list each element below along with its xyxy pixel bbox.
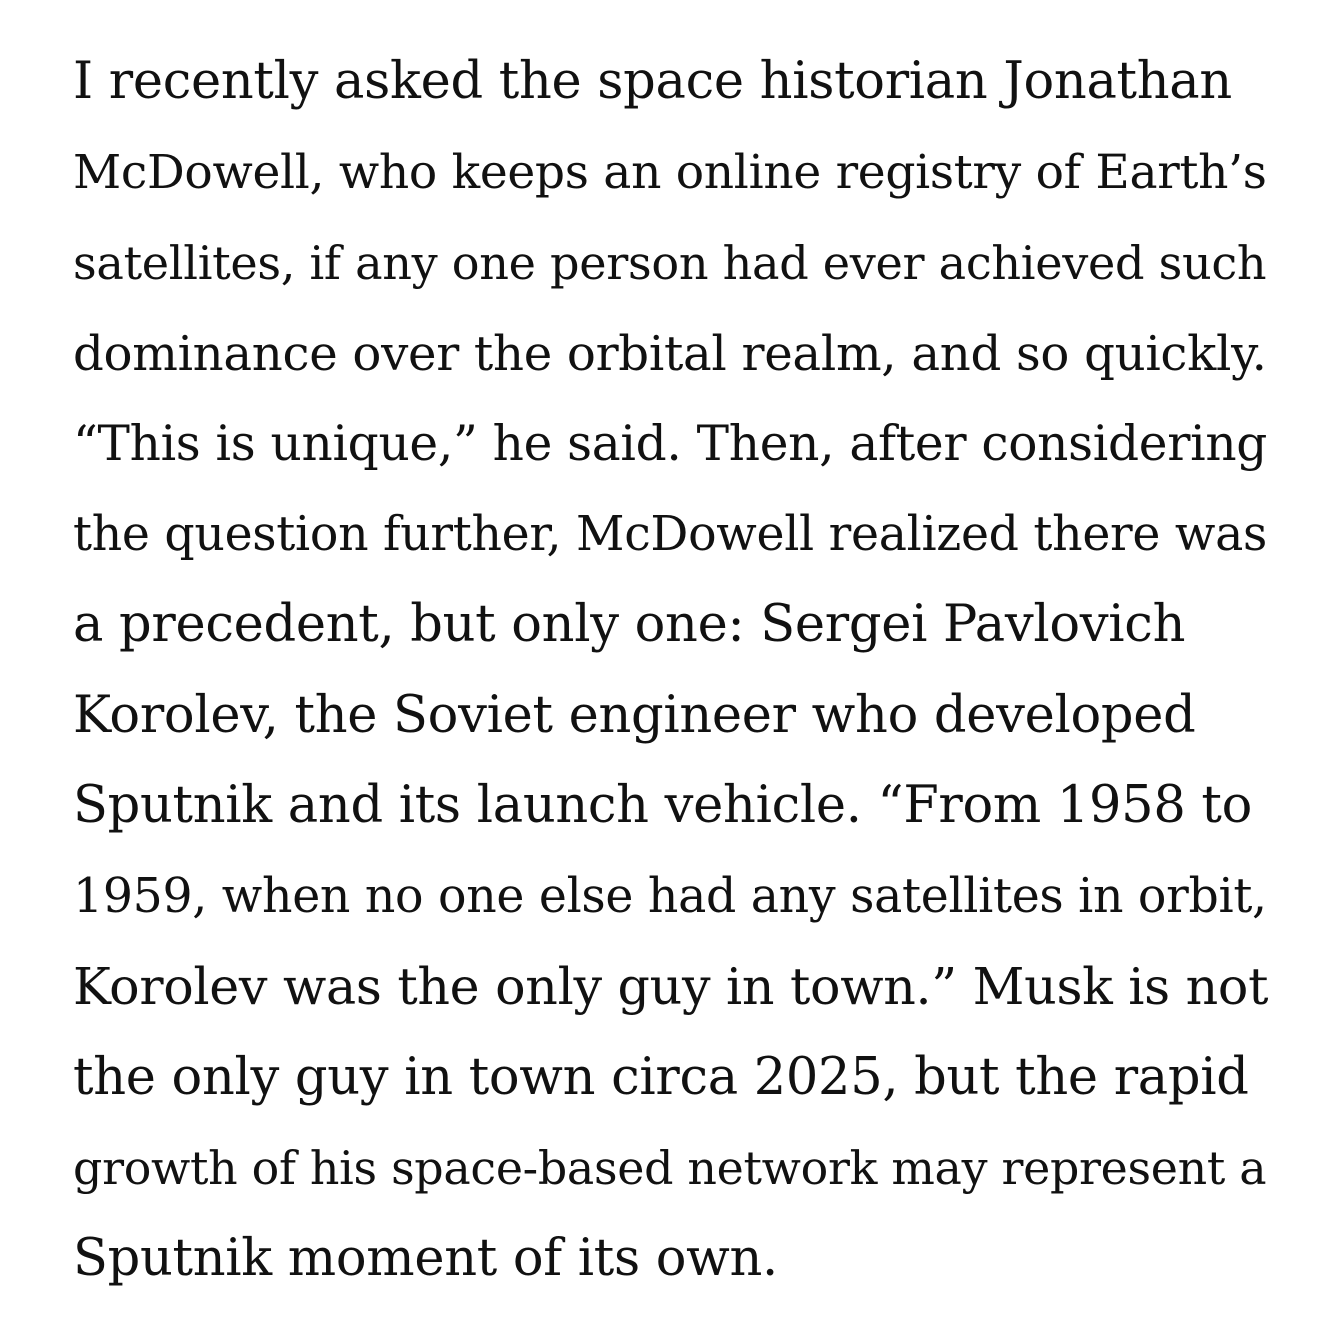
paragraph-line-7: a precedent, but only one: Sergei Pavlovich — [73, 595, 1186, 654]
paragraph-line-4: dominance over the orbital realm, and so quickly. — [73, 325, 1267, 382]
paragraph-line-10: 1959, when no one else had any satellites in orbit, — [73, 868, 1267, 924]
paragraph-line-5: “This is unique,” he said. Then, after considering — [73, 416, 1268, 472]
paragraph-line-3: satellites, if any one person had ever achieved such — [73, 236, 1267, 290]
article-paragraph — [73, 37, 1268, 1304]
paragraph-line-8: Korolev, the Soviet engineer who developed — [73, 685, 1196, 745]
article-body — [73, 37, 1268, 1304]
paragraph-line-14: Sputnik moment of its own. — [73, 1228, 778, 1288]
paragraph-line-1: I recently asked the space historian Jonathan — [73, 52, 1232, 111]
paragraph-line-9: Sputnik and its launch vehicle. “From 1958 to — [73, 776, 1252, 835]
paragraph-line-13: growth of his space-based network may represent a — [73, 1141, 1267, 1195]
paragraph-line-6: the question further, McDowell realized there was — [73, 506, 1267, 562]
paragraph-line-2: McDowell, who keeps an online registry of Earth’s — [73, 144, 1267, 200]
paragraph-line-12: the only guy in town circa 2025, but the rapid — [73, 1047, 1249, 1107]
paragraph-line-11: Korolev was the only guy in town.” Musk is not — [73, 957, 1269, 1016]
